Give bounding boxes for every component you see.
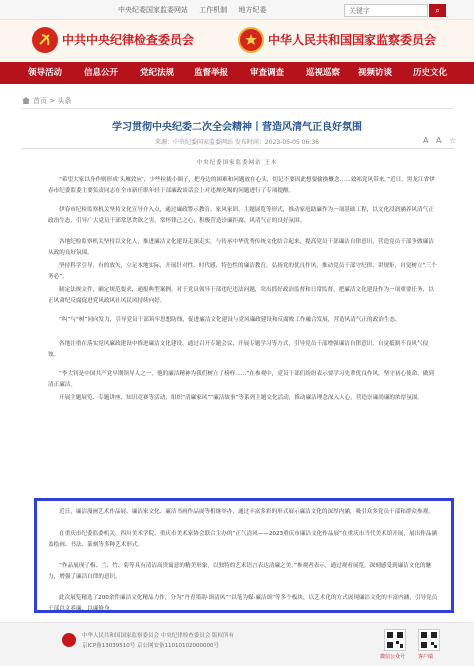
breadcrumb-current[interactable]: 头条	[57, 97, 72, 105]
highlight-box	[34, 498, 454, 613]
divider	[22, 108, 454, 109]
article-paragraph: 各地注重在落实党风廉政建设中推进廉洁文化建设，通过召开专题会议、开展专题学习等方式，引导党员干部增强廉洁自律意识，自觉抵制不良风气侵蚀。	[48, 341, 429, 358]
nav-item[interactable]: 监督举报	[194, 68, 229, 78]
nav-item[interactable]: 巡视巡察	[306, 68, 341, 78]
article-paragraph: “李大钊是中国共产党早期领导人之一，他的廉洁精神为我们树立了榜样……”在参观中，党员干部们纷纷表示要学习先辈优良作风，坚守初心使命，做到清正廉洁。	[48, 371, 434, 388]
national-emblem-icon	[238, 27, 264, 53]
font-size-large-button[interactable]: A	[423, 136, 429, 145]
breadcrumb-separator: >	[49, 97, 56, 105]
search-icon: ⌕	[435, 6, 440, 15]
qr-label: 客户端	[418, 654, 434, 660]
article-paragraph: “作品展现了梅、兰、竹、菊等具有清洁高贵寓意的精美形象，以独特的艺术语言表达清廉之美。”参观者表示，通过观看展览，深刻感受到廉洁文化的魅力，增强了廉洁自律的意识。	[48, 563, 432, 580]
article-paragraph: 坚持科学引导、有的放矢，立足本地实际，开展针对性、时代感、特色性的廉洁教育，弘扬党的优良作风，推动党员干部守纪律、讲规矩，自觉树立“三个务必”。	[48, 263, 437, 280]
party-emblem-icon	[32, 27, 58, 53]
article-paragraph: “希望大家以身作则形成‘头雁效应’，少些拉拢小圈子，把身边的困难和问题放在心头，切记不要因此想要偷换概念……效祁党风带来。”近日，黑龙江省伊春市纪委监委主要负责同志在全市新任职年轻干部廉政谈话会上对违规吃喝的问题进行了专项提醒。	[48, 177, 435, 194]
article-paragraph: 各地纪检监察机关坚持以文化人，推进廉洁文化建设走深走实，与传承中华优秀传统文化结合起来，提高党员干部廉洁自律意识，营造党员干部争做廉洁从政的良好氛围。	[48, 239, 434, 256]
site-title-state[interactable]: 中华人民共和国国家监察委员会	[268, 33, 437, 47]
site-title-party[interactable]: 中共中央纪律检查委员会	[62, 33, 195, 47]
article-paragraph: 开展主题展览、专题讲座、知识竞赛等活动，组织“清廉家风”“廉洁故事”等系列主题文化活动，推动廉洁理念深入人心，营造崇廉尚廉的浓厚氛围。	[59, 395, 423, 401]
article-paragraph: 伊春市纪检监察机关坚持文化宣导介入点，通过廉政警示教育、家风家训、主题展览等形式，推动家庭助廉作为一项基础工程，以文化浸润涵养风清气正政治生态，引导广大党员干部常思贪欲之害，常怀律己之心，积极营造崇廉拒腐、风清气正的良好氛围。	[48, 207, 434, 224]
article-meta: 来源：中央纪委国家监委网站 发布时间：2023-05-05 06:36	[155, 139, 319, 146]
font-size-small-button[interactable]: A	[436, 136, 442, 145]
site-footer	[0, 622, 474, 666]
article-paragraph: 此次展览精选了200余件廉洁文化精品力作，分为“丹青墨韵·颂清风”“以笔为媒·廉洁颂”等多个板块，以艺术化的方式展现廉洁文化的丰富内涵，引导党员干部以文养廉、以廉修身。	[48, 595, 438, 612]
nav-item[interactable]: 审查调查	[250, 68, 285, 78]
nav-item[interactable]: 历史文化	[413, 68, 448, 78]
footer-logo-icon	[62, 633, 76, 647]
favorite-icon[interactable]: ☆	[449, 136, 457, 145]
main-nav	[0, 62, 474, 84]
utility-link[interactable]: 中央纪委国家监委网站	[118, 6, 188, 14]
breadcrumb	[22, 96, 71, 106]
nav-item[interactable]: 视频访谈	[358, 68, 393, 78]
footer-icp[interactable]: 京ICP备13039510号 京公网安备11010102000000号	[82, 643, 220, 649]
article-paragraph: 制定法规文件，确定规范要求，通报典型案例。对于党员领导干部违纪违法问题，突出抓好政治监督和日常监督，把廉洁文化建设作为一项重要任务，以正风肃纪反腐促进党风政风社风民风持续向好。	[48, 287, 434, 304]
article-title: 学习贯彻中央纪委二次全会精神丨营造风清气正良好氛围	[112, 122, 362, 133]
qr-code-icon[interactable]	[418, 629, 440, 651]
article-paragraph: “纠”与“树”同向发力，引导党员干部筑牢思想防线，促进廉洁文化建设与党风廉政建设和反腐败工作融合发展，营造风清气正的政治生态。	[59, 317, 401, 323]
utility-links	[118, 5, 275, 15]
divider	[22, 148, 454, 149]
article-paragraph: 在重庆市纪委监委机关，四川美术学院、重庆市美术家协会联合主办的“正气清风——2023重庆市廉洁文化作品展”在重庆市当代美术馆开展，展出作品涵盖绘画、书法、篆刻等多种艺术形式。	[48, 531, 438, 548]
qr-label: 微信公众号	[380, 654, 406, 660]
search-button[interactable]	[429, 4, 446, 17]
footer-copyright: 中华人民共和国国家监察委员会 中央纪律检查委员会 版权所有	[82, 633, 234, 639]
breadcrumb-home[interactable]: 首页	[33, 97, 47, 105]
article-paragraph: 近日，廉洁漫画艺术作品展、廉洁家文化、廉洁书画作品展等相继举办，通过丰富多彩的形式展示廉洁文化的深厚内涵，吸引众多党员干部和群众参观。	[59, 509, 434, 515]
utility-link[interactable]: 地方纪委	[238, 6, 267, 14]
nav-item[interactable]: 信息公开	[84, 68, 119, 78]
article-byline: 中央纪委国家监委网站 王本	[196, 160, 278, 166]
qr-code-icon[interactable]	[384, 629, 406, 651]
search-input[interactable]	[344, 4, 428, 17]
top-utility-bar	[0, 0, 474, 20]
nav-item[interactable]: 领导活动	[28, 68, 63, 78]
article-tools	[418, 136, 456, 145]
utility-link[interactable]: 工作机制	[199, 6, 228, 14]
site-header	[0, 20, 474, 62]
nav-item[interactable]: 党纪法规	[140, 68, 175, 78]
home-icon	[22, 97, 30, 104]
